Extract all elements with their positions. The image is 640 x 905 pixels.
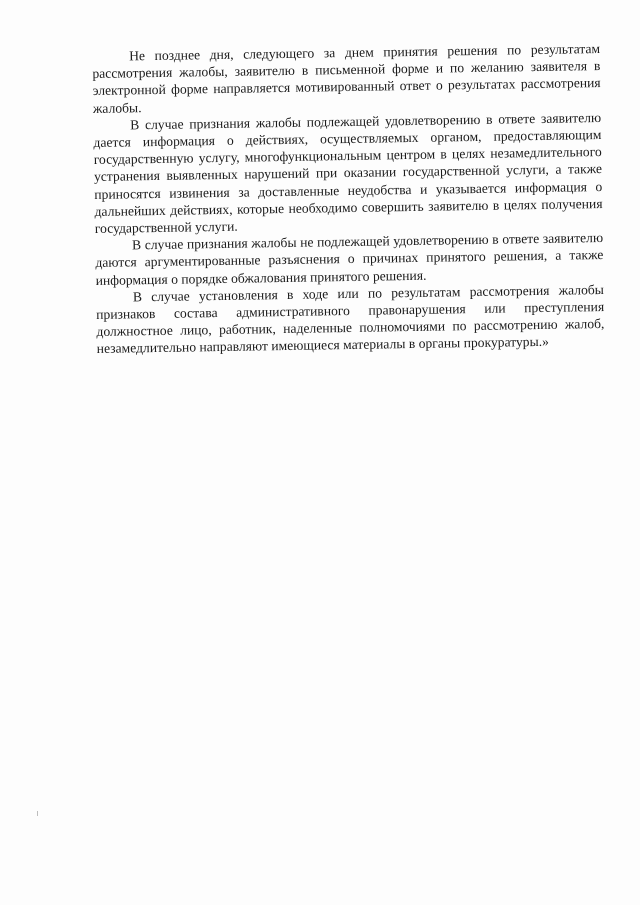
paragraph-complaint-rejected: В случае признания жалобы не подлежащей удовлетворению в ответе заявителю даются аргументированные разъяснения о причинах принятого решения, а также информация о порядке обжалования принятого решения. [95,230,604,288]
scan-artifact-mark [37,811,38,816]
paragraph-prosecutor-referral: В случае установления в ходе или по результатам рассмотрения жалобы признаков состава административного правонарушения или преступления должностное лицо, работник, наделенные полномочиями по рассмотрению жалоб, незамедлительно направляют имеющиеся материалы в органы прокуратуры.» [96,281,605,357]
document-body [92,40,605,358]
paragraph-complaint-satisfied: В случае признания жалобы подлежащей удовлетворению в ответе заявителю дается информация о действиях, осуществляемых органом, предоставляющим государственную услугу, многофункциональным центром в целях незамедлительного устранения выявленных нарушений при оказании государственной услуги, а также приносятся извинения за доставленные неудобства и указывается информация о дальнейших действиях, которые необходимо совершить заявителю в целях получения государственной услуги. [93,109,603,237]
paragraph-response-deadline: Не позднее дня, следующего за днем принятия решения по результатам рассмотрения жалобы, заявителю в письменной форме и по желанию заявителя в электронной форме направляется мотивированный ответ о результатах рассмотрения жалобы. [92,41,601,116]
